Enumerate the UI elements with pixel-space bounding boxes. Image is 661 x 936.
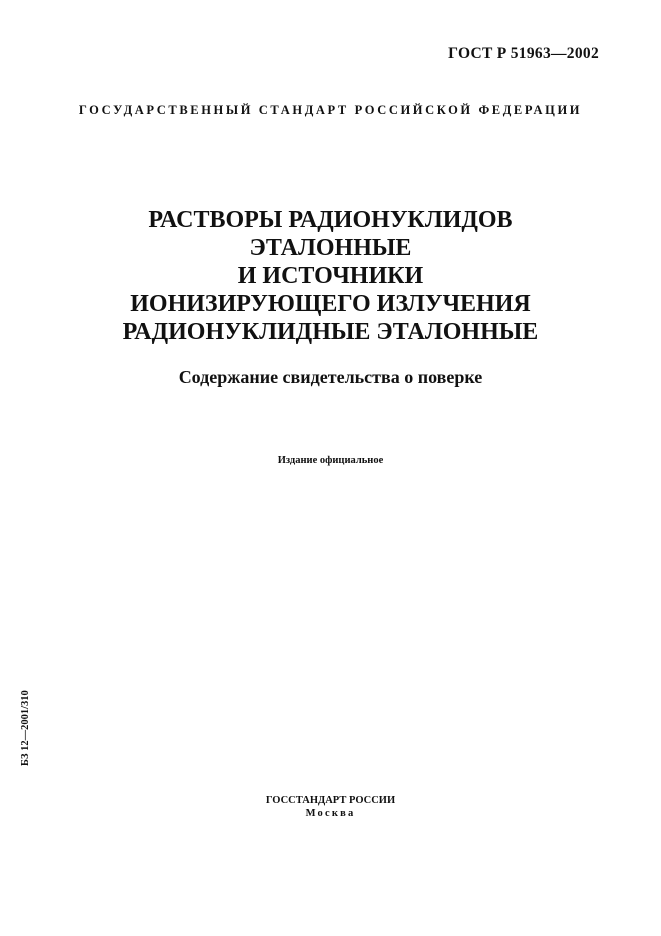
title-line: И ИСТОЧНИКИ xyxy=(237,263,424,289)
publisher-city: Москва xyxy=(305,808,356,819)
title-line: ЭТАЛОННЫЕ xyxy=(249,235,412,261)
title-line: РАДИОНУКЛИДНЫЕ ЭТАЛОННЫЕ xyxy=(122,319,539,345)
edition-note: Издание официальное xyxy=(277,455,384,466)
document-title xyxy=(0,206,661,346)
publisher: ГОССТАНДАРТ РОССИИ xyxy=(265,795,396,806)
title-line: ИОНИЗИРУЮЩЕГО ИЗЛУЧЕНИЯ xyxy=(130,291,531,317)
side-code: БЗ 12—2001/310 xyxy=(20,690,31,766)
document-subtitle: Содержание свидетельства о поверке xyxy=(178,367,483,387)
title-line: РАСТВОРЫ РАДИОНУКЛИДОВ xyxy=(148,207,513,233)
standard-number: ГОСТ Р 51963—2002 xyxy=(448,45,599,62)
agency-heading: ГОСУДАРСТВЕННЫЙ СТАНДАРТ РОССИЙСКОЙ ФЕДЕРАЦИИ xyxy=(78,103,583,117)
